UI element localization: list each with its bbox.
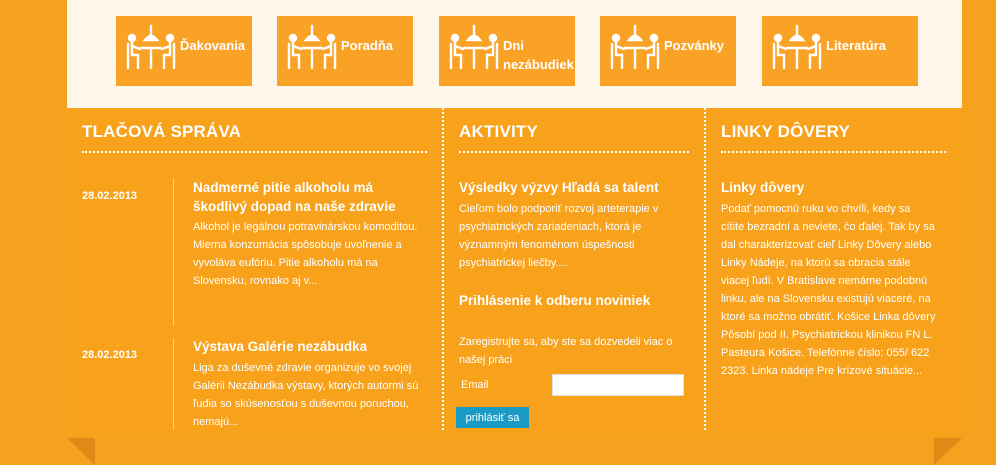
people-at-table-icon — [449, 24, 499, 74]
news-title-link[interactable]: Nadmerné pitie alkoholu má škodlivý dopad na naše zdravie — [193, 180, 396, 214]
news-date: 28.02.2013 — [82, 349, 138, 361]
press-column-title: TLAČOVÁ SPRÁVA — [82, 122, 242, 141]
newsletter-title: Prihlásenie k odberu noviniek — [459, 293, 651, 308]
activity-excerpt: Cieľom bolo podporiť rozvoj arteterapie v psychiatrických zariadeniach, ktorá je významným fenoménom úspešnosti psychiatrickej liečby.... — [459, 203, 659, 269]
nav-label: Pozvánky — [664, 38, 724, 53]
nav-item-dakovania[interactable] — [116, 16, 252, 86]
news-excerpt: Liga za duševné zdravie organizuje vo svojej Galérii Nezábudka výstavy, ktorých autormi sú ľudia so skúsenosťou s duševnou poruchou, nemajú... — [193, 362, 419, 428]
hotline-title-link[interactable]: Linky dôvery — [721, 180, 805, 195]
hotline-excerpt: Podať pomocnú ruku vo chvíli, kedy sa cítite bezradní a neviete, čo ďalej. Tak by sa dal charakterizovať cieľ Linky Dôvery alebo Linky Nádeje, na ktorú sa obracia stále viacej ľudí. V Bratislave nemáme podobnú linku, ale na Slovensku existujú viaceré, na ktoré sa možno obrátiť. Košice Linka dôvery Pôsobí pod II. Psychiatrickou klinikou FN L. Pasteura Košice. Telefónne číslo: 055/ 622 2323. Linka nádeje Pre krízové situácie... — [721, 203, 936, 377]
newsletter-text: Zaregistrujte sa, aby ste sa dozvedeli viac o našej práci — [459, 336, 673, 366]
news-date: 28.02.2013 — [82, 190, 138, 202]
people-at-table-icon — [287, 24, 337, 74]
news-title-link[interactable]: Výstava Galérie nezábudka — [193, 339, 368, 354]
email-label: Email — [461, 379, 489, 391]
activity-title-link[interactable]: Výsledky výzvy Hľadá sa talent — [459, 180, 659, 195]
nav-item-dni-nezabudiek[interactable] — [439, 16, 575, 86]
hotlines-column-title: LINKY DÔVERY — [721, 122, 850, 141]
news-divider — [173, 178, 174, 326]
nav-item-poradna[interactable] — [277, 16, 413, 86]
people-at-table-icon — [610, 24, 660, 74]
hotlines-title-underline — [721, 151, 946, 153]
nav-item-literatura[interactable] — [762, 16, 918, 86]
nav-label: Ďakovania — [180, 38, 246, 53]
column-divider — [704, 108, 706, 430]
nav-label: Poradňa — [341, 38, 394, 53]
people-at-table-icon — [126, 24, 176, 74]
ribbon-fold-right — [934, 438, 962, 465]
nav-label: Literatúra — [826, 38, 886, 53]
nav-item-pozvanky[interactable] — [600, 16, 736, 86]
activities-title-underline — [459, 151, 689, 153]
news-divider — [173, 338, 174, 430]
column-divider — [442, 108, 444, 430]
nav-label: Dni nezábudiek — [503, 38, 574, 72]
press-title-underline — [82, 151, 427, 153]
subscribe-button[interactable]: prihlásiť sa — [456, 407, 529, 428]
news-excerpt: Alkohol je legálnou potravinárskou komoditou. Mierna konzumácia spôsobuje uvoľnenie a vyvoláva eufóriu. Pitie alkoholu má na Slovensku, rovnako aj v... — [193, 221, 418, 287]
ribbon-fold-left — [67, 438, 95, 465]
activities-column-title: AKTIVITY — [459, 122, 539, 141]
people-at-table-icon — [772, 24, 822, 74]
email-input[interactable] — [552, 374, 684, 396]
